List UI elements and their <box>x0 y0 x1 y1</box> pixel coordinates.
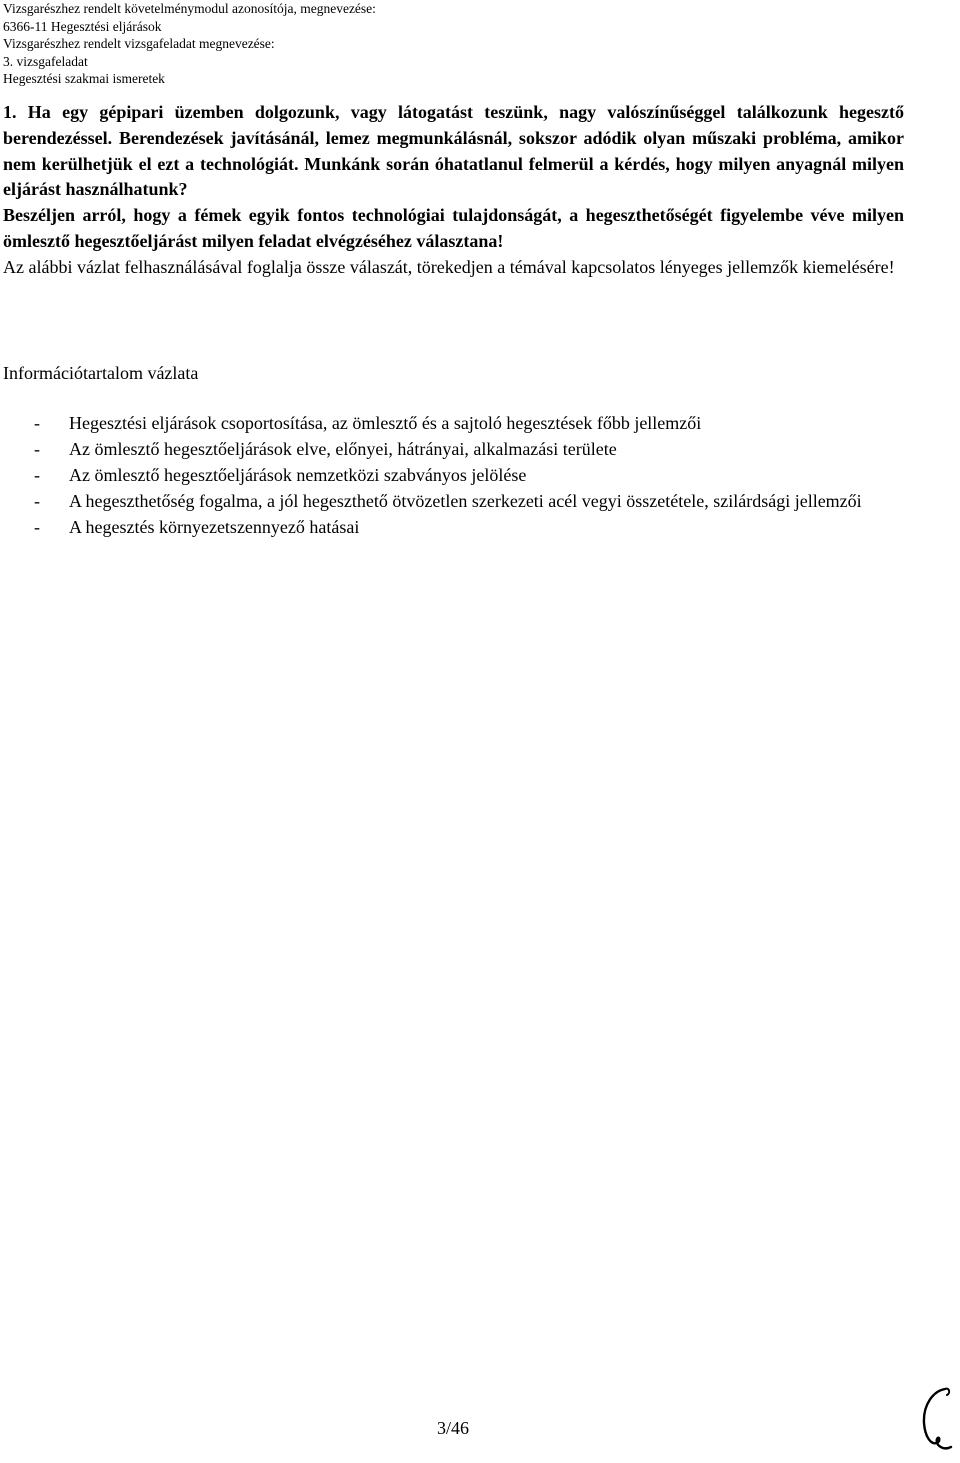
task-intro-text: 1. Ha egy gépipari üzemben dolgozunk, vagy látogatást teszünk, nagy valószínűséggel találkozunk hegesztő berendezéssel. Berendezések javításánál, lemez megmunkálásnál, sokszor adódik olyan műszaki probléma, amikor nem kerülhetjük el ezt a technológiát. Munkánk során óhatatlanul felmerül a kérdés, hogy milyen anyagnál milyen eljárást használhatunk? <box>3 102 904 200</box>
task-question-text: Beszéljen arról, hogy a fémek egyik fontos technológiai tulajdonságát, a hegeszthetőségét figyelembe véve milyen ömlesztő hegesztőeljárást milyen feladat elvégzéséhez választana! <box>3 205 904 251</box>
header-line-task-number: 3. vizsgafeladat <box>3 53 88 69</box>
list-item-text: A hegesztés környezetszennyező hatásai <box>69 517 360 537</box>
header-line-module-label: Vizsgarészhez rendelt követelménymodul azonosítója, megnevezése: <box>3 1 376 16</box>
document-header <box>3 0 376 88</box>
task-instruction-text: Az alábbi vázlat felhasználásával foglalja össze válaszát, törekedjen a témával kapcsolatos lényeges jellemzők kiemelésére! <box>3 256 895 277</box>
bullet-dash: - <box>34 491 40 511</box>
header-line-module-name: 6366-11 Hegesztési eljárások <box>3 18 162 34</box>
task-description <box>3 100 904 281</box>
list-item <box>3 436 905 462</box>
list-item-text: Az ömlesztő hegesztőeljárások nemzetközi szabványos jelölése <box>69 465 527 485</box>
page-number: 3/46 <box>436 1418 469 1438</box>
list-item-text: Az ömlesztő hegesztőeljárások elve, előnyei, hátrányai, alkalmazási területe <box>69 439 617 459</box>
outline-title: Információtartalom vázlata <box>3 363 199 383</box>
list-item <box>3 410 905 436</box>
handwritten-signature <box>915 1385 957 1457</box>
outline-list <box>3 410 905 540</box>
bullet-dash: - <box>34 465 40 485</box>
header-line-task-label: Vizsgarészhez rendelt vizsgafeladat megnevezése: <box>3 36 275 51</box>
list-item <box>3 514 905 540</box>
bullet-dash: - <box>34 517 40 537</box>
header-line-task-name: Hegesztési szakmai ismeretek <box>3 71 165 86</box>
list-item <box>3 462 905 488</box>
bullet-dash: - <box>34 439 40 459</box>
list-item-text: Hegesztési eljárások csoportosítása, az ömlesztő és a sajtoló hegesztések főbb jellemzői <box>69 413 702 433</box>
list-item-text: A hegeszthetőség fogalma, a jól hegeszthető ötvözetlen szerkezeti acél vegyi összetétele, szilárdsági jellemzői <box>69 491 862 511</box>
list-item <box>3 488 905 514</box>
bullet-dash: - <box>34 413 40 433</box>
